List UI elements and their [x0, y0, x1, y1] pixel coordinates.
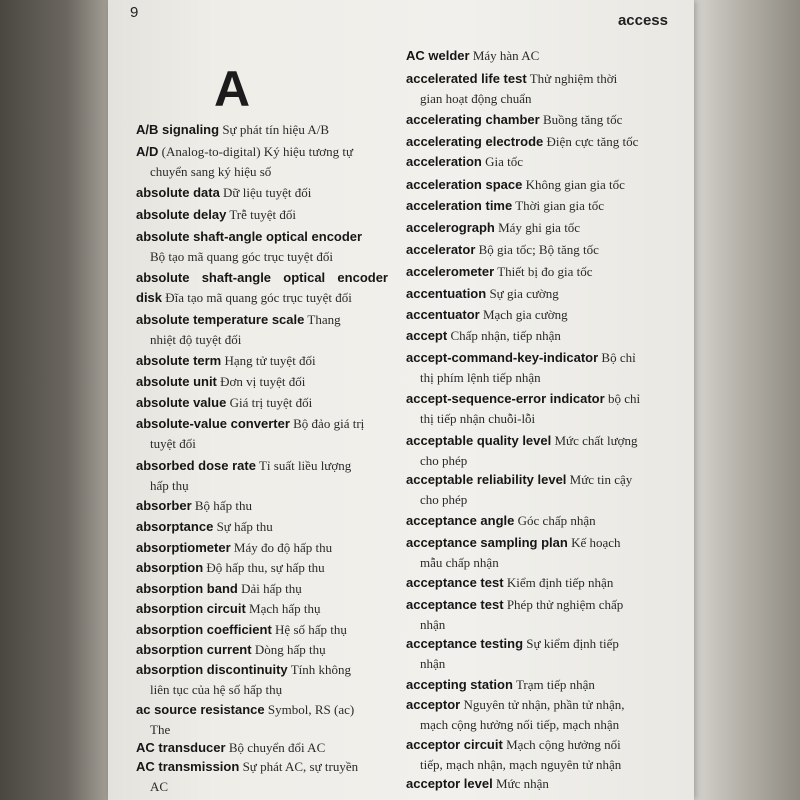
entry: absolute data Dữ liệu tuyệt đối [136, 185, 312, 200]
background-left [0, 0, 112, 800]
entry: accelerating electrode Điện cực tăng tốc [406, 134, 639, 149]
entry: absorption band Dải hấp thụ [136, 581, 302, 596]
entry: acceptor level Mức nhận [406, 776, 549, 791]
entry: accelerometer Thiết bị đo gia tốc [406, 264, 593, 279]
entry: acceptance test Phép thử nghiệm chấp nhận [406, 597, 624, 632]
entry: absolute-value converter Bộ đảo giá trị tuyệt đối [136, 416, 365, 451]
entry: acceleration space Không gian gia tốc [406, 177, 625, 192]
entry: accentuator Mạch gia cường [406, 307, 568, 322]
entry: absorption current Dòng hấp thụ [136, 642, 326, 657]
page-number: 9 [130, 4, 139, 21]
entry: absorption discontinuity Tính không liên tục của hệ số hấp thụ [136, 662, 351, 697]
running-head: access [617, 12, 668, 29]
entry: absolute term Hạng tử tuyệt đối [136, 353, 316, 368]
entry: absorber Bộ hấp thu [136, 498, 252, 513]
entry: absolute shaft-angle optical encoder Bộ tạo mã quang góc trục tuyệt đối [136, 229, 363, 264]
entry: A/D (Analog-to-digital) Ký hiệu tương tự chuyển sang ký hiệu số [136, 144, 354, 179]
entry: absorptance Sự hấp thu [136, 519, 273, 534]
entry: acceptance testing Sự kiểm định tiếp nhận [406, 636, 619, 671]
entry: absorbed dose rate Tỉ suất liều lượng hấp thụ [136, 458, 352, 493]
entry: AC welder Máy hàn AC [406, 48, 540, 63]
section-letter: A [214, 61, 251, 117]
entry: acceleration time Thời gian gia tốc [406, 198, 605, 213]
entry: absorption Độ hấp thu, sự hấp thu [136, 560, 325, 575]
entry: acceptable reliability level Mức tin cậy cho phép [406, 472, 633, 507]
entry: absorptiometer Máy đo độ hấp thu [136, 540, 333, 555]
entry: accepting station Trạm tiếp nhận [406, 677, 595, 692]
entry: accelerating chamber Buồng tăng tốc [406, 112, 623, 127]
entry: absolute delay Trễ tuyệt đối [136, 207, 297, 222]
entry: AC transmission Sự phát AC, sự truyền AC [136, 759, 359, 794]
entry: accelerograph Máy ghi gia tốc [406, 220, 581, 235]
entry: ac source resistance Symbol, RS (ac) The [136, 702, 355, 737]
entry: acceleration Gia tốc [406, 154, 524, 169]
entry: absolute value Giá trị tuyệt đối [136, 395, 313, 410]
entry: acceptance sampling plan Kế hoạch mẫu chấp nhận [406, 535, 621, 570]
entry: accept Chấp nhận, tiếp nhận [406, 328, 561, 343]
entry: accept-command-key-indicator Bộ chỉ thị phím lệnh tiếp nhận [406, 350, 636, 385]
entry: AC transducer Bộ chuyển đổi AC [136, 740, 326, 755]
entry: absolute temperature scale Thang nhiệt độ tuyệt đối [136, 312, 341, 347]
entry: accept-sequence-error indicator bộ chỉ thị tiếp nhận chuỗi-lỗi [406, 391, 641, 426]
entry: absolute shaft-angle optical encoder disk Đĩa tạo mã quang góc trục tuyệt đối [136, 270, 388, 305]
entry: absorption circuit Mạch hấp thụ [136, 601, 321, 616]
entry: acceptance angle Góc chấp nhận [406, 513, 596, 528]
entry: accelerator Bộ gia tốc; Bộ tăng tốc [406, 242, 599, 257]
entry: acceptor Nguyên tử nhận, phần tử nhận, mạch cộng hưởng nối tiếp, mạch nhận [406, 697, 625, 732]
entry: accentuation Sự gia cường [406, 286, 559, 301]
entry: A/B signaling Sự phát tín hiệu A/B [136, 122, 330, 137]
entry: absorption coefficient Hệ số hấp thụ [136, 622, 347, 637]
background-right [690, 0, 800, 800]
entry: accelerated life test Thử nghiệm thời gian hoạt động chuẩn [406, 71, 618, 106]
entry: acceptance test Kiểm định tiếp nhận [406, 575, 614, 590]
entry: acceptor circuit Mạch cộng hưởng nối tiếp, mạch nhận, mạch nguyên tử nhận [406, 737, 622, 772]
dictionary-page [108, 0, 694, 800]
entry: absolute unit Đơn vị tuyệt đối [136, 374, 306, 389]
entry: acceptable quality level Mức chất lượng cho phép [406, 433, 638, 468]
